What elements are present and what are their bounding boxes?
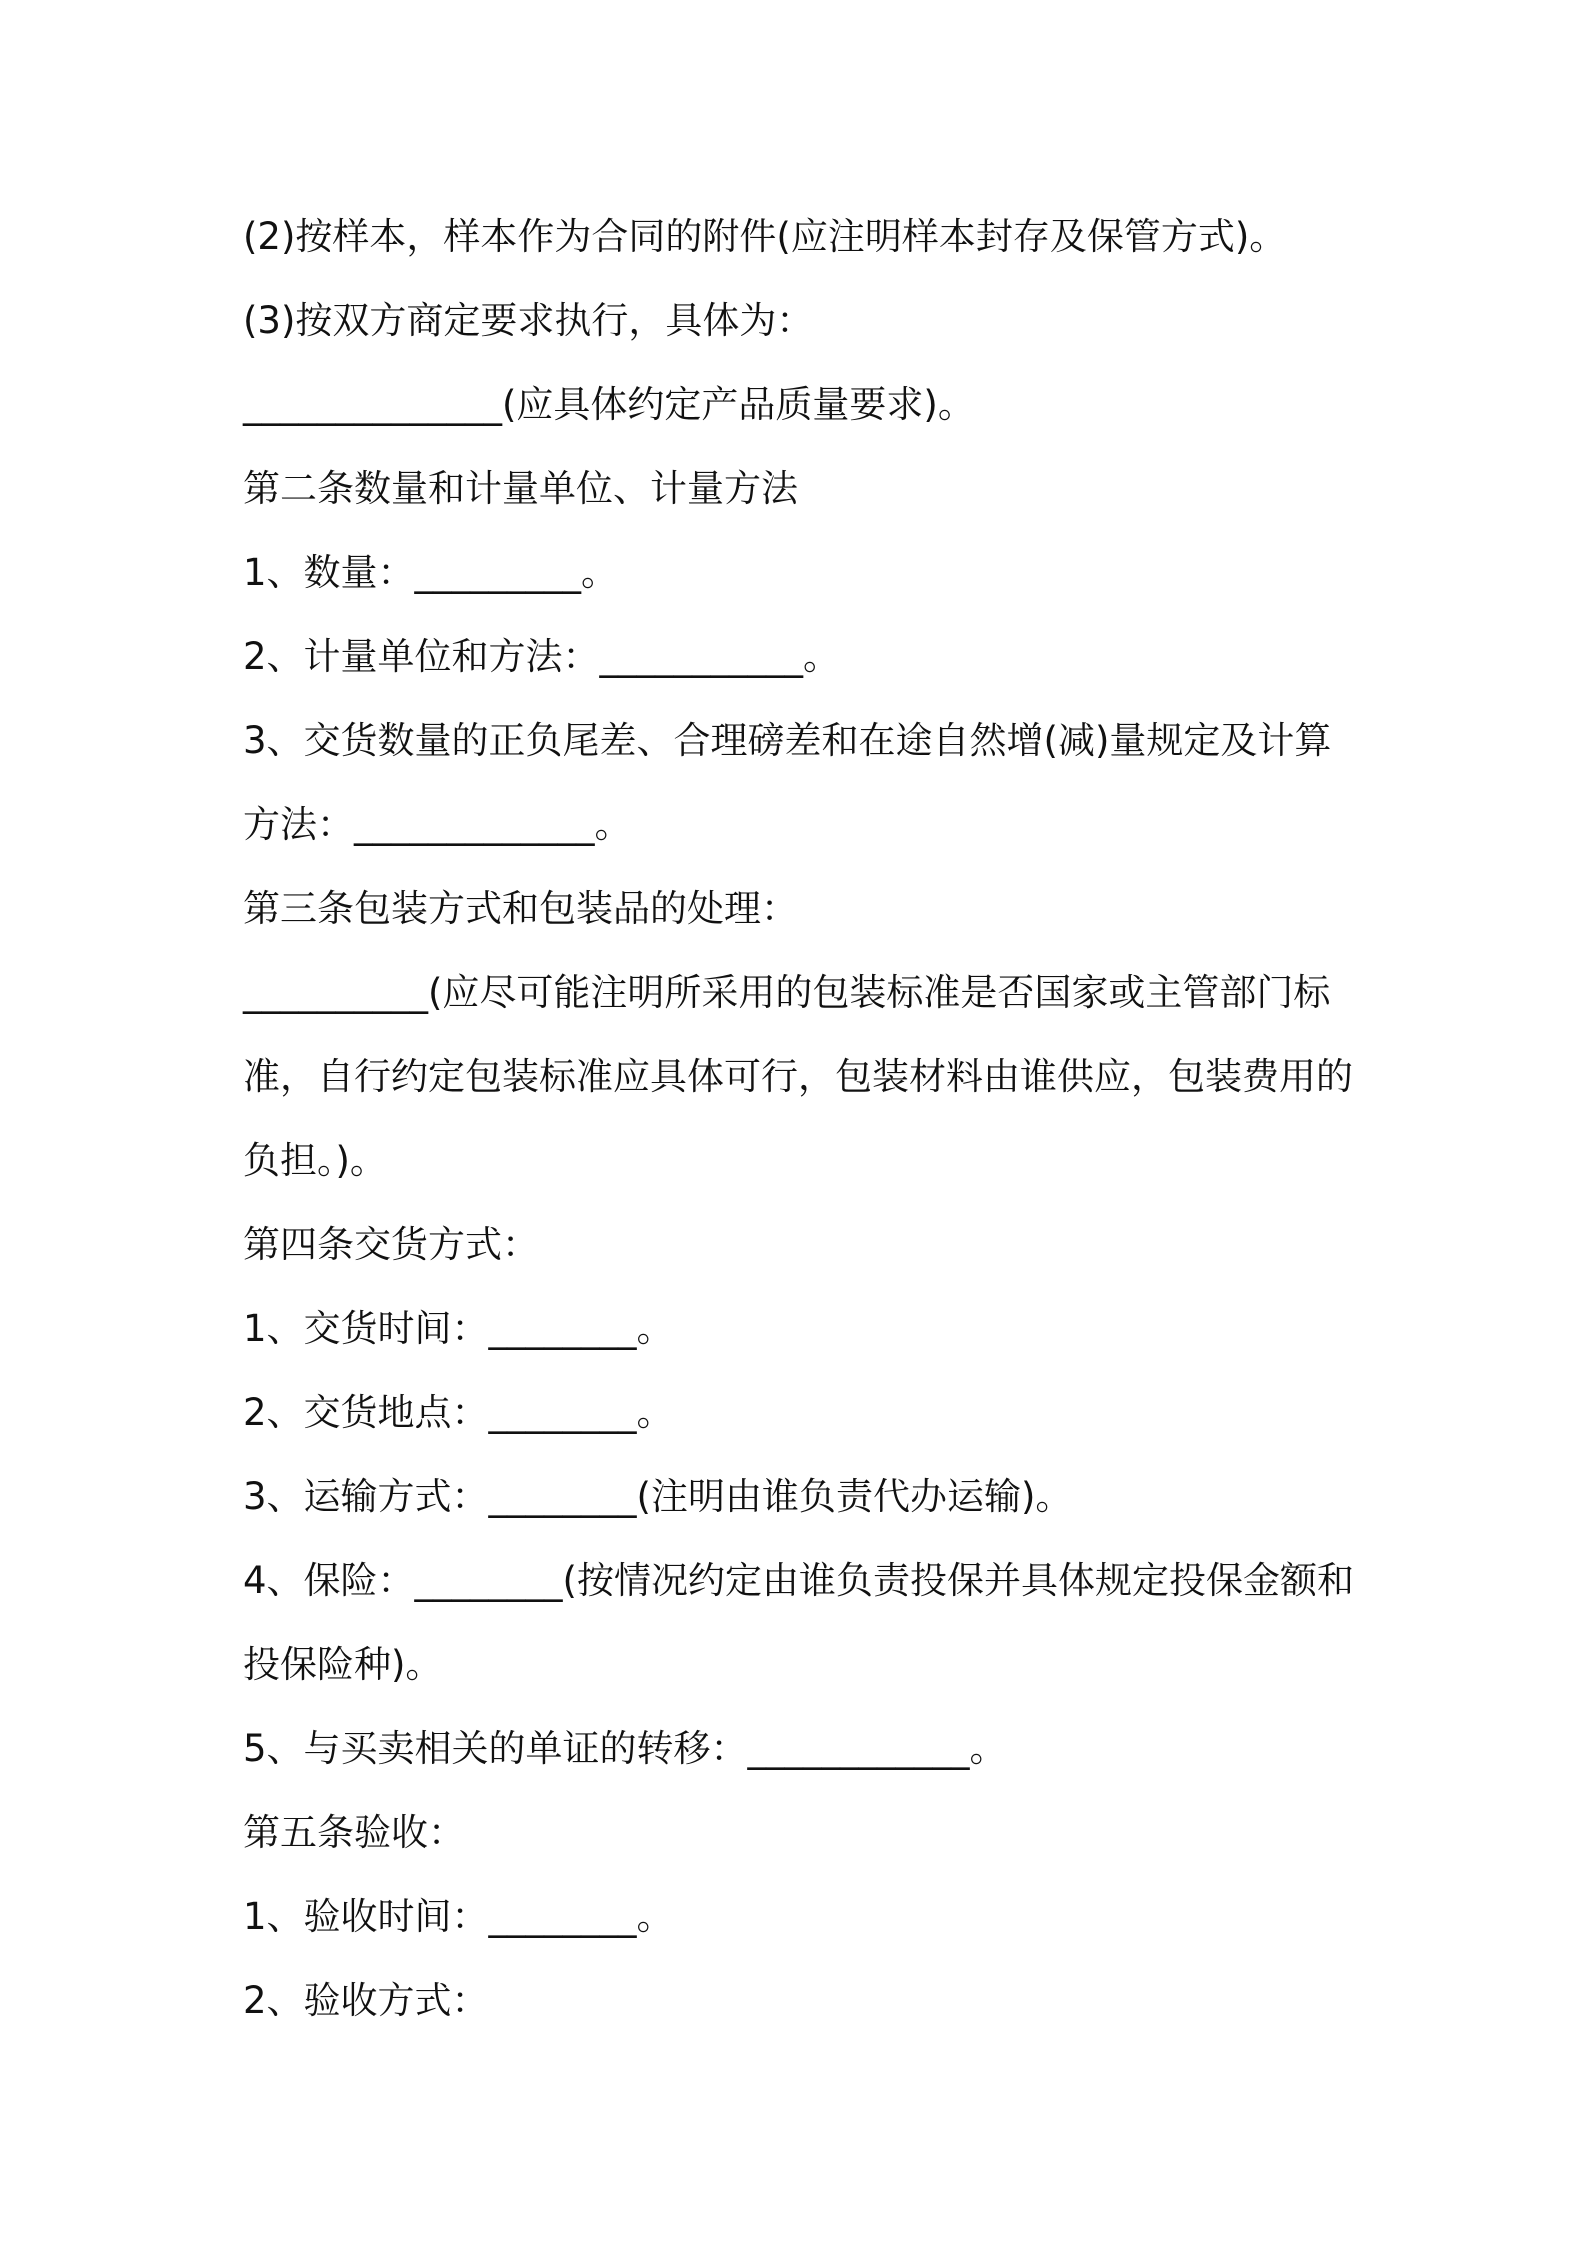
quality-item-agreed-blank: ______________(应具体约定产品质量要求)。: [243, 383, 975, 426]
measure-unit-field: 2、计量单位和方法：___________。: [243, 635, 841, 678]
transport-method-field: 3、运输方式：________(注明由谁负责代办运输)。: [243, 1475, 1073, 1518]
quality-item-sample: (2)按样本，样本作为合同的附件(应注明样本封存及保管方式)。: [243, 215, 1287, 258]
document-page: [243, 195, 1363, 2043]
delivery-time-field: 1、交货时间：________。: [243, 1307, 674, 1350]
tolerance-clause: 3、交货数量的正负尾差、合理磅差和在途自然增(减)量规定及计算: [243, 719, 1332, 762]
article-3-heading: 第三条包装方式和包装品的处理：: [243, 887, 798, 930]
packaging-clause-line-3: 负担。)。: [243, 1139, 387, 1182]
tolerance-method-field: 方法：_____________。: [243, 803, 632, 846]
inspection-time-field: 1、验收时间：________。: [243, 1895, 674, 1938]
quantity-field: 1、数量：_________。: [243, 551, 619, 594]
insurance-field-continued: 投保险种)。: [243, 1643, 443, 1686]
article-2-heading: 第二条数量和计量单位、计量方法: [243, 467, 798, 510]
article-5-heading: 第五条验收：: [243, 1811, 465, 1854]
packaging-clause-line-2: 准，自行约定包装标准应具体可行，包装材料由谁供应，包装费用的: [243, 1055, 1353, 1098]
inspection-method-field: 2、验收方式：: [243, 1979, 489, 2022]
delivery-place-field: 2、交货地点：________。: [243, 1391, 674, 1434]
documents-transfer-field: 5、与买卖相关的单证的转移：____________。: [243, 1727, 1007, 1770]
packaging-clause-line-1: __________(应尽可能注明所采用的包装标准是否国家或主管部门标: [243, 971, 1331, 1014]
article-4-heading: 第四条交货方式：: [243, 1223, 539, 1266]
insurance-field: 4、保险：________(按情况约定由谁负责投保并具体规定投保金额和: [243, 1559, 1354, 1602]
quality-item-agreed: (3)按双方商定要求执行，具体为：: [243, 299, 814, 342]
